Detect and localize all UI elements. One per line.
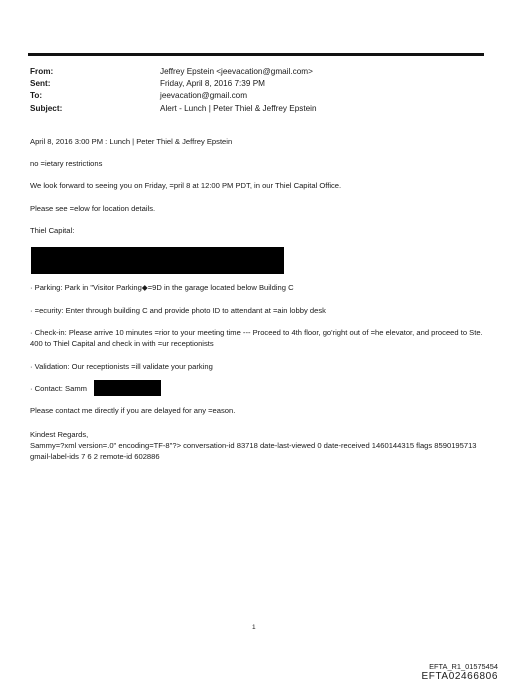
subject-label: Subject: (30, 103, 63, 113)
regards-line: Kindest Regards, (30, 430, 89, 439)
subject-value: Alert - Lunch | Peter Thiel & Jeffrey Epstein (160, 103, 317, 113)
sent-value: Friday, April 8, 2016 7:39 PM (160, 79, 265, 89)
sent-label: Sent: (30, 79, 51, 89)
contact-label: · Contact: Samm (30, 384, 87, 393)
security-line: · =ecurity: Enter through building C and provide photo ID to attendant at =ain lobby desk (30, 306, 326, 315)
validation-line: · Validation: Our receptionists =ill validate your parking (30, 362, 213, 371)
from-label: From: (30, 67, 54, 76)
xml-tail-paragraph: Sammy=?xml version=.0" encoding=TF-8"?> conversation-id 83718 date-last-viewed 0 date-received 1460144315 flags 8590195713 gmail-label-ids 7 6 2 remote-id 602886 (30, 441, 477, 461)
header-divider-rule (28, 53, 484, 56)
efta-ref-large: EFTA02466806 (421, 671, 498, 682)
company-line: Thiel Capital: (30, 226, 75, 235)
efta-ref-small: EFTA_R1_01575454 (429, 662, 498, 671)
email-header (30, 66, 480, 115)
to-row (30, 90, 480, 102)
to-value: jeevacation@gmail.com (160, 91, 248, 101)
redaction-block-contact (94, 380, 161, 396)
checkin-paragraph: · Check-in: Please arrive 10 minutes =rior to your meeting time --- Proceed to 4th floor, go'right out of =he elevator, and proceed to Ste. 400 to Thiel Capital and check in with =ur receptionists (30, 328, 483, 348)
see-below-line: Please see =elow for location details. (30, 204, 156, 213)
page-number: 1 (252, 624, 256, 631)
event-line: April 8, 2016 3:00 PM : Lunch | Peter Thiel & Jeffrey Epstein (30, 137, 233, 146)
parking-line: · Parking: Park in "Visitor Parking◆=9D in the garage located below Building C (30, 283, 294, 292)
redaction-block-address (31, 247, 284, 274)
sent-row (30, 78, 480, 90)
subject-row (30, 103, 480, 115)
intro-paragraph: We look forward to seeing you on Friday, =pril 8 at 12:00 PM PDT, in our Thiel Capital Office. (30, 181, 342, 190)
from-row (30, 66, 480, 78)
to-label: To: (30, 91, 43, 101)
dietary-line: no =ietary restrictions (30, 159, 103, 168)
from-value: Jeffrey Epstein <jeevacation@gmail.com> (160, 67, 313, 76)
delayed-line: Please contact me directly if you are delayed for any =eason. (30, 406, 236, 415)
